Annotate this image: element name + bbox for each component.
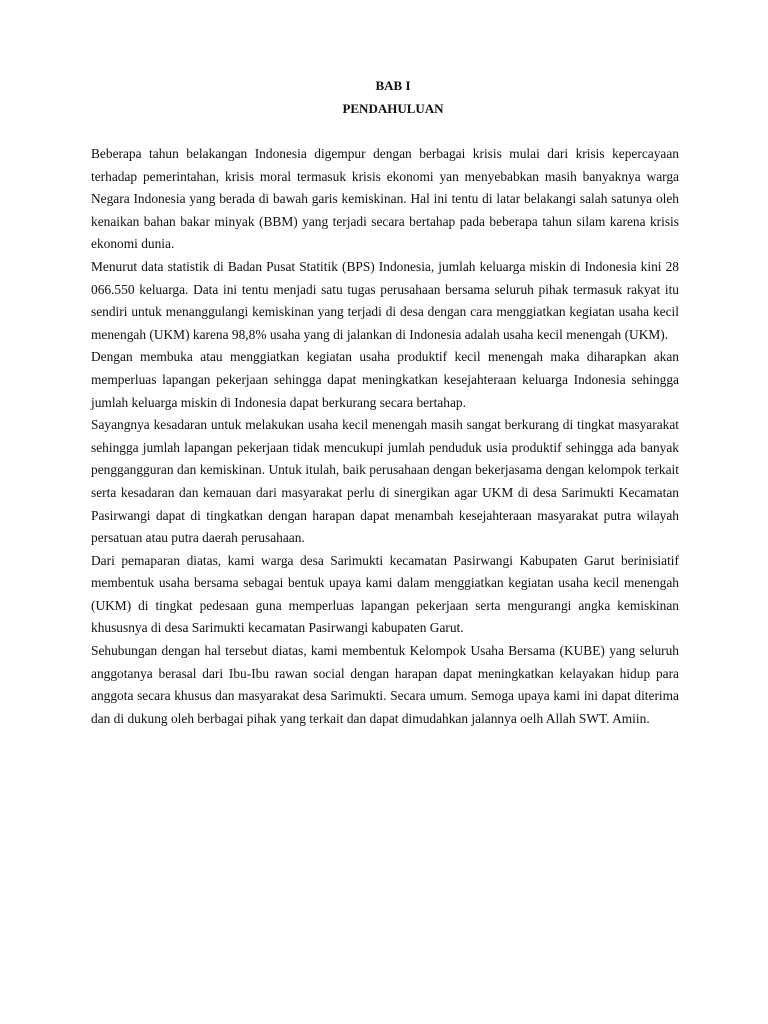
paragraph-1: Beberapa tahun belakangan Indonesia digempur dengan berbagai krisis mulai dari krisis kepercayaan terhadap pemerintahan, krisis moral termasuk krisis ekonomi yan menyebabkan masih banyaknya warga Negara Indonesia yang berada di bawah garis kemiskinan. Hal ini tentu di latar belakangi salah satunya oleh kenaikan bahan bakar minyak (BBM) yang terjadi secara bertahap pada beberapa tahun silam karena krisis ekonomi dunia. [91,146,679,252]
chapter-heading: BAB I [375,78,411,93]
paragraph-3: Dengan membuka atau menggiatkan kegiatan usaha produktif kecil menengah maka diharapkan akan memperluas lapangan pekerjaan sehingga dapat meningkatkan kesejahteraan keluarga Indonesia sehingga jumlah keluarga miskin di Indonesia dapat berkurang secara bertahap. [91,349,679,410]
body-text [91,143,679,730]
paragraph-2: Menurut data statistik di Badan Pusat Statitik (BPS) Indonesia, jumlah keluarga miskin di Indonesia kini 28 066.550 keluarga. Data ini tentu menjadi satu tugas perusahaan bersama seluruh pihak termasuk rakyat itu sendiri untuk menanggulangi kemiskinan yang terjadi di desa dengan cara menggiatkan kegiatan usaha kecil menengah (UKM) karena 98,8% usaha yang di jalankan di Indonesia adalah usaha kecil menengah (UKM). [91,258,679,342]
paragraph-6: Sehubungan dengan hal tersebut diatas, kami membentuk Kelompok Usaha Bersama (KUBE) yang seluruh anggotanya berasal dari Ibu-Ibu rawan social dengan harapan dapat meningkatkan kelayakan hidup para anggota secara khusus dan masyarakat desa Sarimukti. Secara umum. Semoga upaya kami ini dapat diterima dan di dukung oleh berbagai pihak yang terkait dan dapat dimudahkan jalannya oelh Allah SWT. Amiin. [91,643,679,726]
document-page [91,0,679,730]
paragraph-5: Dari pemaparan diatas, kami warga desa Sarimukti kecamatan Pasirwangi Kabupaten Garut berinisiatif membentuk usaha bersama sebagai bentuk upaya kami dalam menggiatkan kegiatan usaha kecil menengah (UKM) di tingkat pedesaan guna memperluas lapangan pekerjaan serta mengurangi angka kemiskinan khususnya di desa Sarimukti kecamatan Pasirwangi kabupaten Garut. [91,552,679,636]
paragraph-4: Sayangnya kesadaran untuk melakukan usaha kecil menengah masih sangat berkurang di tingkat masyarakat sehingga jumlah lapangan pekerjaan tidak mencukupi jumlah penduduk usia produktif sehingga ada banyak penggangguran dan kemiskinan. Untuk itulah, baik perusahaan dengan bekerjasama dengan kelompok terkait serta kesadaran dan kemauan dari masyarakat perlu di sinergikan agar UKM di desa Sarimukti Kecamatan Pasirwangi dapat di tingkatkan dengan harapan dapat menambah kesejahteraan masyarakat putra wilayah persatuan atau putra daerah perusahaan. [91,417,679,546]
chapter-title: PENDAHULUAN [342,101,444,116]
